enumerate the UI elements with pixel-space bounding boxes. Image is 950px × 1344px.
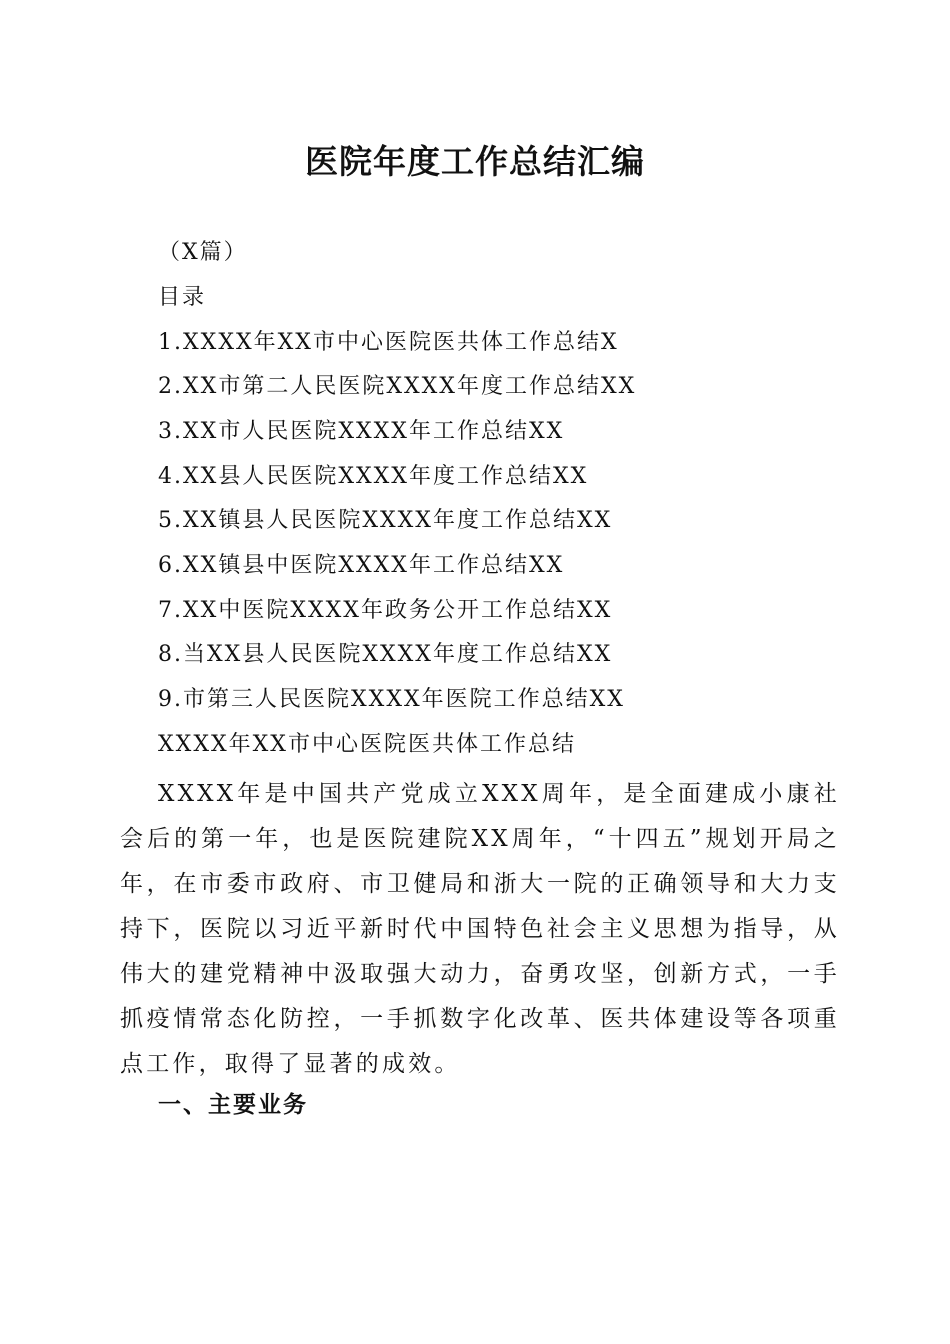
toc-item: 4.XX县人民医院XXXX年度工作总结XX xyxy=(158,464,589,489)
toc-heading: 目录 xyxy=(158,285,207,310)
intro-paragraph: XXXX年是中国共产党成立XXX周年，是全面建成小康社会后的第一年，也是医院建院XX周年，“十四五”规划开局之年，在市委市政府、市卫健局和浙大一院的正确领导和大力支持下，医院以习近平新时代中国特色社会主义思想为指导，从伟大的建党精神中汲取强大动力，奋勇攻坚，创新方式，一手抓疫情常态化防控，一手抓数字化改革、医共体建设等各项重点工作，取得了显著的成效。 xyxy=(120,781,840,1077)
toc-item: 1.XXXX年XX市中心医院医共体工作总结X xyxy=(158,330,619,355)
section-heading: 一、主要业务 xyxy=(158,1092,308,1118)
toc-item: 3.XX市人民医院XXXX年工作总结XX xyxy=(158,419,565,444)
toc-item: 2.XX市第二人民医院XXXX年度工作总结XX xyxy=(158,374,637,399)
toc-item: 7.XX中医院XXXX年政务公开工作总结XX xyxy=(158,598,613,623)
count-note: （X篇） xyxy=(158,240,248,265)
toc-item: 8.当XX县人民医院XXXX年度工作总结XX xyxy=(158,642,613,667)
article-title: XXXX年XX市中心医院医共体工作总结 xyxy=(158,732,576,757)
toc-item: 6.XX镇县中医院XXXX年工作总结XX xyxy=(158,553,565,578)
toc-item: 9.市第三人民医院XXXX年医院工作总结XX xyxy=(158,687,625,712)
document-title: 医院年度工作总结汇编 xyxy=(305,142,645,181)
toc-item: 5.XX镇县人民医院XXXX年度工作总结XX xyxy=(158,508,613,533)
